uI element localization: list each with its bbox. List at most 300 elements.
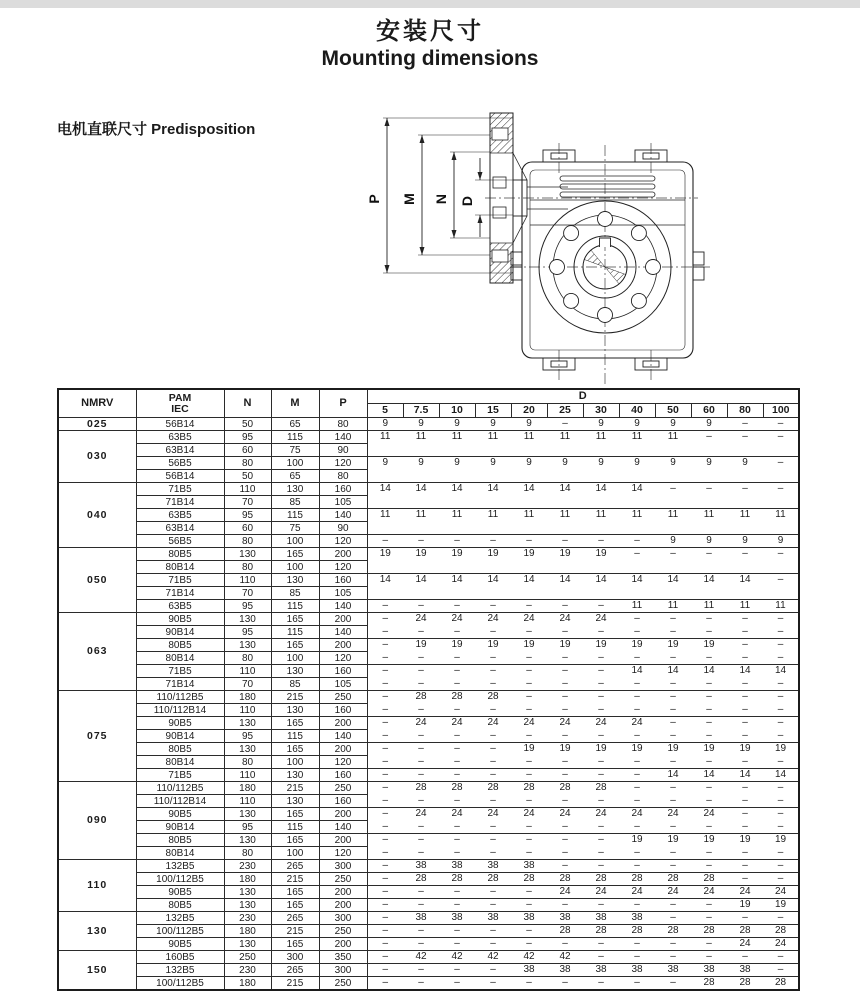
d-value-cell: 11: [763, 600, 799, 613]
d-value-cell: –: [475, 886, 511, 899]
d-value-cell: –: [367, 535, 403, 548]
header-d-column: 10: [439, 404, 475, 418]
d-value-cell: –: [511, 821, 547, 834]
n-cell: 130: [224, 548, 271, 561]
d-value-cell: –: [727, 431, 763, 457]
d-value-cell: 24: [667, 808, 679, 819]
d-value-cell: 11: [583, 509, 619, 535]
d-value-cell: 19: [727, 899, 763, 912]
d-value-cell: 19: [415, 639, 427, 650]
bolt-hole: [598, 212, 613, 227]
pam-cell: 80B5: [136, 548, 224, 561]
m-cell: 100: [271, 535, 319, 548]
d-value-cell: 19: [739, 834, 751, 845]
d-value-cell: 9: [367, 457, 403, 483]
d-value-cell: –: [439, 678, 475, 691]
d-value-cell: –: [475, 769, 511, 782]
pam-cell: 100/112B5: [136, 873, 224, 886]
d-value-cell: 19: [403, 548, 439, 574]
p-cell: 120: [319, 535, 367, 548]
header-d-column: 5: [367, 404, 403, 418]
d-value-cell: –: [511, 626, 547, 639]
bolt-hole: [631, 226, 646, 241]
p-cell: 120: [319, 561, 367, 574]
d-value-cell: 24: [523, 613, 535, 624]
d-value-cell: –: [403, 756, 439, 769]
nmrv-size-cell: 040: [58, 483, 136, 548]
d-value-cell: –: [547, 756, 583, 769]
d-value-cell: –: [439, 600, 475, 613]
d-value-cell: –: [367, 938, 403, 951]
key-hatch-upper: [584, 250, 605, 267]
d-value-cell: –: [583, 704, 619, 717]
d-value-cell: 38: [475, 912, 511, 925]
p-cell: 105: [319, 496, 367, 509]
d-value-cell: –: [547, 418, 583, 431]
d-value-cell: –: [367, 678, 403, 691]
pam-cell: 63B5: [136, 600, 224, 613]
d-value-cell: –: [403, 938, 439, 951]
d-value-cell: 11: [619, 600, 655, 613]
n-cell: 70: [224, 587, 271, 600]
d-value-cell: 28: [511, 873, 547, 886]
pam-cell: 80B14: [136, 561, 224, 574]
d-value-cell: 24: [703, 808, 715, 819]
d-value-cell: –: [583, 899, 619, 912]
p-cell: 200: [319, 639, 367, 652]
p-cell: 90: [319, 522, 367, 535]
d-value-cell: 28: [763, 977, 799, 991]
d-value-cell: 28: [691, 925, 727, 938]
d-value-cell: –: [583, 626, 619, 639]
bolt-hole: [564, 293, 579, 308]
d-value-cell: –: [763, 964, 799, 977]
table-row: [58, 483, 799, 496]
d-value-cell: 9: [619, 457, 655, 483]
d-value-cell: 28: [487, 782, 499, 793]
d-value-cell: –: [418, 665, 424, 676]
d-value-cell: 24: [727, 886, 763, 899]
p-cell: 200: [319, 886, 367, 899]
header-p: P: [319, 389, 367, 418]
m-cell: 115: [271, 431, 319, 444]
d-value-cell: 9: [475, 457, 511, 483]
m-cell: 130: [271, 574, 319, 587]
d-value-cell: –: [634, 613, 640, 624]
m-cell: 100: [271, 561, 319, 574]
n-cell: 95: [224, 730, 271, 743]
nmrv-size-cell: 063: [58, 613, 136, 691]
d-value-cell: –: [583, 860, 619, 873]
pam-cell: 80B5: [136, 639, 224, 652]
d-value-cell: –: [439, 938, 475, 951]
d-value-cell: –: [511, 977, 547, 991]
pam-cell: 90B14: [136, 821, 224, 834]
d-value-cell: –: [526, 665, 532, 676]
m-cell: 130: [271, 704, 319, 717]
d-value-cell: –: [619, 704, 655, 717]
d-value-cell: –: [403, 769, 439, 782]
d-value-cell: –: [367, 951, 403, 964]
p-cell: 160: [319, 665, 367, 678]
d-value-cell: –: [670, 613, 676, 624]
d-value-cell: 11: [475, 509, 511, 535]
m-cell: 165: [271, 613, 319, 626]
d-value-cell: –: [475, 652, 511, 665]
d-value-cell: –: [439, 847, 475, 860]
d-value-cell: 14: [367, 483, 403, 509]
m-cell: 85: [271, 587, 319, 600]
d-value-cell: 24: [559, 613, 571, 624]
d-value-cell: –: [547, 847, 583, 860]
d-value-cell: –: [403, 886, 439, 899]
d-value-cell: 11: [475, 431, 511, 457]
m-cell: 300: [271, 951, 319, 964]
d-value-cell: 14: [511, 483, 547, 509]
d-value-cell: –: [475, 730, 511, 743]
d-value-cell: –: [439, 964, 475, 977]
d-value-cell: –: [547, 626, 583, 639]
d-value-cell: 28: [619, 925, 655, 938]
d-value-cell: 14: [703, 665, 715, 676]
d-value-cell: 19: [559, 639, 571, 650]
m-cell: 215: [271, 977, 319, 991]
p-cell: 105: [319, 587, 367, 600]
d-value-cell: 38: [439, 912, 475, 925]
d-value-cell: –: [619, 821, 655, 834]
d-value-cell: –: [742, 782, 748, 793]
d-value-cell: –: [403, 626, 439, 639]
m-cell: 265: [271, 964, 319, 977]
cooling-vents: [560, 176, 655, 197]
n-cell: 95: [224, 626, 271, 639]
d-value-cell: –: [382, 717, 389, 728]
d-value-cell: 11: [763, 509, 799, 535]
d-value-cell: 14: [631, 665, 643, 676]
d-value-cell: 28: [403, 873, 439, 886]
m-cell: 165: [271, 834, 319, 847]
d-value-cell: –: [475, 964, 511, 977]
d-value-cell: –: [367, 730, 403, 743]
pam-cell: 63B14: [136, 444, 224, 457]
m-cell: 165: [271, 938, 319, 951]
header-d-column: 80: [727, 404, 763, 418]
table-row: [58, 548, 799, 561]
d-value-cell: –: [367, 652, 403, 665]
d-value-cell: –: [382, 691, 389, 702]
d-value-cell: –: [670, 782, 676, 793]
d-value-cell: –: [706, 613, 712, 624]
d-value-cell: –: [763, 847, 799, 860]
n-cell: 80: [224, 561, 271, 574]
d-value-cell: –: [547, 678, 583, 691]
d-value-cell: 28: [691, 873, 727, 886]
d-value-cell: 11: [655, 509, 691, 535]
d-value-cell: 24: [691, 886, 727, 899]
d-value-cell: –: [742, 691, 748, 702]
d-value-cell: –: [583, 535, 619, 548]
d-value-cell: 38: [583, 964, 619, 977]
d-value-cell: –: [691, 756, 727, 769]
d-value-cell: –: [403, 652, 439, 665]
d-value-cell: 24: [523, 717, 535, 728]
d-value-cell: –: [367, 795, 403, 808]
d-value-cell: –: [511, 847, 547, 860]
d-value-cell: 28: [451, 691, 463, 702]
pam-cell: 90B5: [136, 938, 224, 951]
d-value-cell: –: [475, 977, 511, 991]
d-value-cell: –: [727, 730, 763, 743]
d-value-cell: –: [655, 756, 691, 769]
p-cell: 120: [319, 847, 367, 860]
pam-cell: 90B5: [136, 808, 224, 821]
d-value-cell: –: [367, 899, 403, 912]
d-value-cell: –: [777, 808, 784, 819]
d-value-cell: –: [655, 704, 691, 717]
pam-cell: 56B5: [136, 535, 224, 548]
pam-cell: 90B14: [136, 730, 224, 743]
d-value-cell: –: [418, 743, 424, 754]
header-d-column: 50: [655, 404, 691, 418]
d-value-cell: –: [655, 899, 691, 912]
d-value-cell: 28: [619, 873, 655, 886]
n-cell: 130: [224, 717, 271, 730]
p-cell: 80: [319, 418, 367, 431]
d-value-cell: –: [403, 847, 439, 860]
d-value-cell: –: [475, 626, 511, 639]
d-value-cell: 9: [691, 457, 727, 483]
d-value-cell: –: [403, 795, 439, 808]
p-cell: 140: [319, 626, 367, 639]
m-cell: 165: [271, 886, 319, 899]
d-value-cell: –: [511, 704, 547, 717]
d-value-cell: 9: [367, 418, 403, 431]
d-value-cell: 9: [439, 457, 475, 483]
table-row: [58, 743, 799, 756]
d-value-cell: –: [382, 665, 389, 676]
d-value-cell: –: [727, 847, 763, 860]
table-row: [58, 730, 799, 743]
d-value-cell: –: [655, 938, 691, 951]
d-value-cell: –: [691, 899, 727, 912]
header-d-column: 7.5: [403, 404, 439, 418]
d-value-cell: –: [691, 626, 727, 639]
d-value-cell: 28: [547, 925, 583, 938]
d-value-cell: 24: [415, 717, 427, 728]
d-value-cell: –: [367, 977, 403, 991]
d-value-cell: –: [475, 899, 511, 912]
d-value-cell: –: [763, 860, 799, 873]
d-value-cell: 28: [439, 873, 475, 886]
d-value-cell: 38: [403, 912, 439, 925]
d-value-cell: 11: [367, 509, 403, 535]
header-d-column: 40: [619, 404, 655, 418]
d-value-cell: 28: [727, 925, 763, 938]
d-value-cell: –: [367, 704, 403, 717]
d-value-cell: 28: [655, 925, 691, 938]
header-d-column: 100: [763, 404, 799, 418]
n-cell: 180: [224, 782, 271, 795]
table-row: [58, 704, 799, 717]
d-value-cell: 19: [475, 548, 511, 574]
d-value-cell: –: [511, 535, 547, 548]
m-cell: 75: [271, 444, 319, 457]
d-value-cell: 14: [439, 574, 475, 600]
d-value-cell: –: [583, 600, 619, 613]
n-cell: 130: [224, 808, 271, 821]
pam-cell: 63B5: [136, 431, 224, 444]
d-value-cell: 38: [583, 912, 619, 925]
d-value-cell: 9: [655, 535, 691, 548]
p-cell: 300: [319, 860, 367, 873]
d-value-cell: –: [562, 665, 568, 676]
d-value-cell: –: [727, 483, 763, 509]
d-value-cell: –: [655, 912, 691, 925]
d-value-cell: –: [727, 821, 763, 834]
p-cell: 200: [319, 834, 367, 847]
d-value-cell: –: [691, 730, 727, 743]
d-value-cell: –: [691, 951, 727, 964]
d-value-cell: –: [367, 860, 403, 873]
m-cell: 165: [271, 639, 319, 652]
d-value-cell: –: [439, 977, 475, 991]
d-value-cell: –: [763, 821, 799, 834]
d-value-cell: –: [403, 821, 439, 834]
p-cell: 140: [319, 730, 367, 743]
pam-cell: 71B14: [136, 496, 224, 509]
d-value-cell: 9: [475, 418, 511, 431]
d-value-cell: –: [583, 951, 619, 964]
d-value-cell: 14: [691, 574, 727, 600]
d-value-cell: –: [367, 886, 403, 899]
d-value-cell: –: [763, 678, 799, 691]
d-value-cell: –: [619, 769, 655, 782]
nmrv-size-cell: 090: [58, 782, 136, 860]
table-row: [58, 665, 799, 678]
d-value-cell: –: [763, 730, 799, 743]
d-value-cell: –: [727, 951, 763, 964]
n-cell: 110: [224, 769, 271, 782]
d-value-cell: –: [727, 548, 763, 574]
bolt-hole: [550, 260, 565, 275]
d-value-cell: –: [727, 418, 763, 431]
page-title-english: Mounting dimensions: [321, 47, 539, 70]
n-cell: 70: [224, 496, 271, 509]
p-cell: 250: [319, 977, 367, 991]
pam-cell: 110/112B5: [136, 691, 224, 704]
table-row: [58, 509, 799, 522]
d-value-cell: 19: [595, 743, 607, 754]
nmrv-size-cell: 130: [58, 912, 136, 951]
d-value-cell: 19: [523, 639, 535, 650]
d-value-cell: –: [382, 808, 389, 819]
d-value-cell: 9: [763, 535, 799, 548]
d-value-cell: 19: [703, 743, 715, 754]
d-value-cell: –: [367, 925, 403, 938]
d-value-cell: 19: [559, 743, 571, 754]
d-value-cell: 24: [487, 613, 499, 624]
d-value-cell: –: [403, 678, 439, 691]
n-cell: 110: [224, 665, 271, 678]
n-cell: 230: [224, 860, 271, 873]
d-value-cell: –: [777, 691, 784, 702]
d-value-cell: –: [742, 808, 748, 819]
pam-cell: 80B5: [136, 743, 224, 756]
d-value-cell: –: [655, 821, 691, 834]
d-value-cell: 24: [559, 808, 571, 819]
d-value-cell: 14: [403, 483, 439, 509]
n-cell: 95: [224, 821, 271, 834]
table-row: [58, 782, 799, 795]
d-value-cell: 11: [547, 509, 583, 535]
d-value-cell: –: [511, 756, 547, 769]
d-value-cell: –: [511, 938, 547, 951]
nmrv-size-cell: 030: [58, 431, 136, 483]
d-value-cell: 14: [583, 483, 619, 509]
d-value-cell: –: [727, 873, 763, 886]
d-value-cell: –: [475, 795, 511, 808]
header-d-column: 30: [583, 404, 619, 418]
d-value-cell: 9: [727, 535, 763, 548]
pam-cell: 100/112B5: [136, 977, 224, 991]
d-value-cell: –: [727, 860, 763, 873]
d-value-cell: –: [619, 899, 655, 912]
n-cell: 110: [224, 795, 271, 808]
d-value-cell: –: [403, 925, 439, 938]
p-cell: 200: [319, 613, 367, 626]
d-value-cell: –: [475, 704, 511, 717]
d-value-cell: –: [511, 730, 547, 743]
d-value-cell: –: [439, 704, 475, 717]
pam-cell: 71B5: [136, 665, 224, 678]
m-cell: 115: [271, 730, 319, 743]
table-row: [58, 600, 799, 613]
bolt-hole: [598, 308, 613, 323]
d-value-cell: –: [526, 691, 532, 702]
d-value-cell: –: [619, 756, 655, 769]
d-value-cell: 9: [727, 457, 763, 483]
table-row: [58, 678, 799, 691]
bolt-hole: [564, 226, 579, 241]
m-cell: 115: [271, 821, 319, 834]
d-value-cell: 42: [403, 951, 439, 964]
d-value-cell: –: [367, 821, 403, 834]
table-row: [58, 821, 799, 834]
d-value-cell: 14: [583, 574, 619, 600]
d-value-cell: 11: [619, 509, 655, 535]
d-value-cell: –: [763, 483, 799, 509]
d-value-cell: 14: [655, 769, 691, 782]
d-value-cell: 38: [511, 912, 547, 925]
table-row: [58, 886, 799, 899]
d-value-cell: 9: [619, 418, 655, 431]
pam-cell: 90B14: [136, 626, 224, 639]
d-value-cell: –: [475, 678, 511, 691]
n-cell: 110: [224, 574, 271, 587]
d-value-cell: 11: [439, 431, 475, 457]
d-value-cell: –: [439, 925, 475, 938]
d-value-cell: 19: [547, 548, 583, 574]
gearbox-front-view: [511, 150, 704, 370]
d-value-cell: –: [439, 756, 475, 769]
d-value-cell: 14: [439, 483, 475, 509]
d-value-cell: –: [777, 717, 784, 728]
header-n: N: [224, 389, 271, 418]
d-value-cell: 24: [763, 938, 799, 951]
p-cell: 250: [319, 691, 367, 704]
d-value-cell: –: [763, 431, 799, 457]
n-cell: 95: [224, 509, 271, 522]
